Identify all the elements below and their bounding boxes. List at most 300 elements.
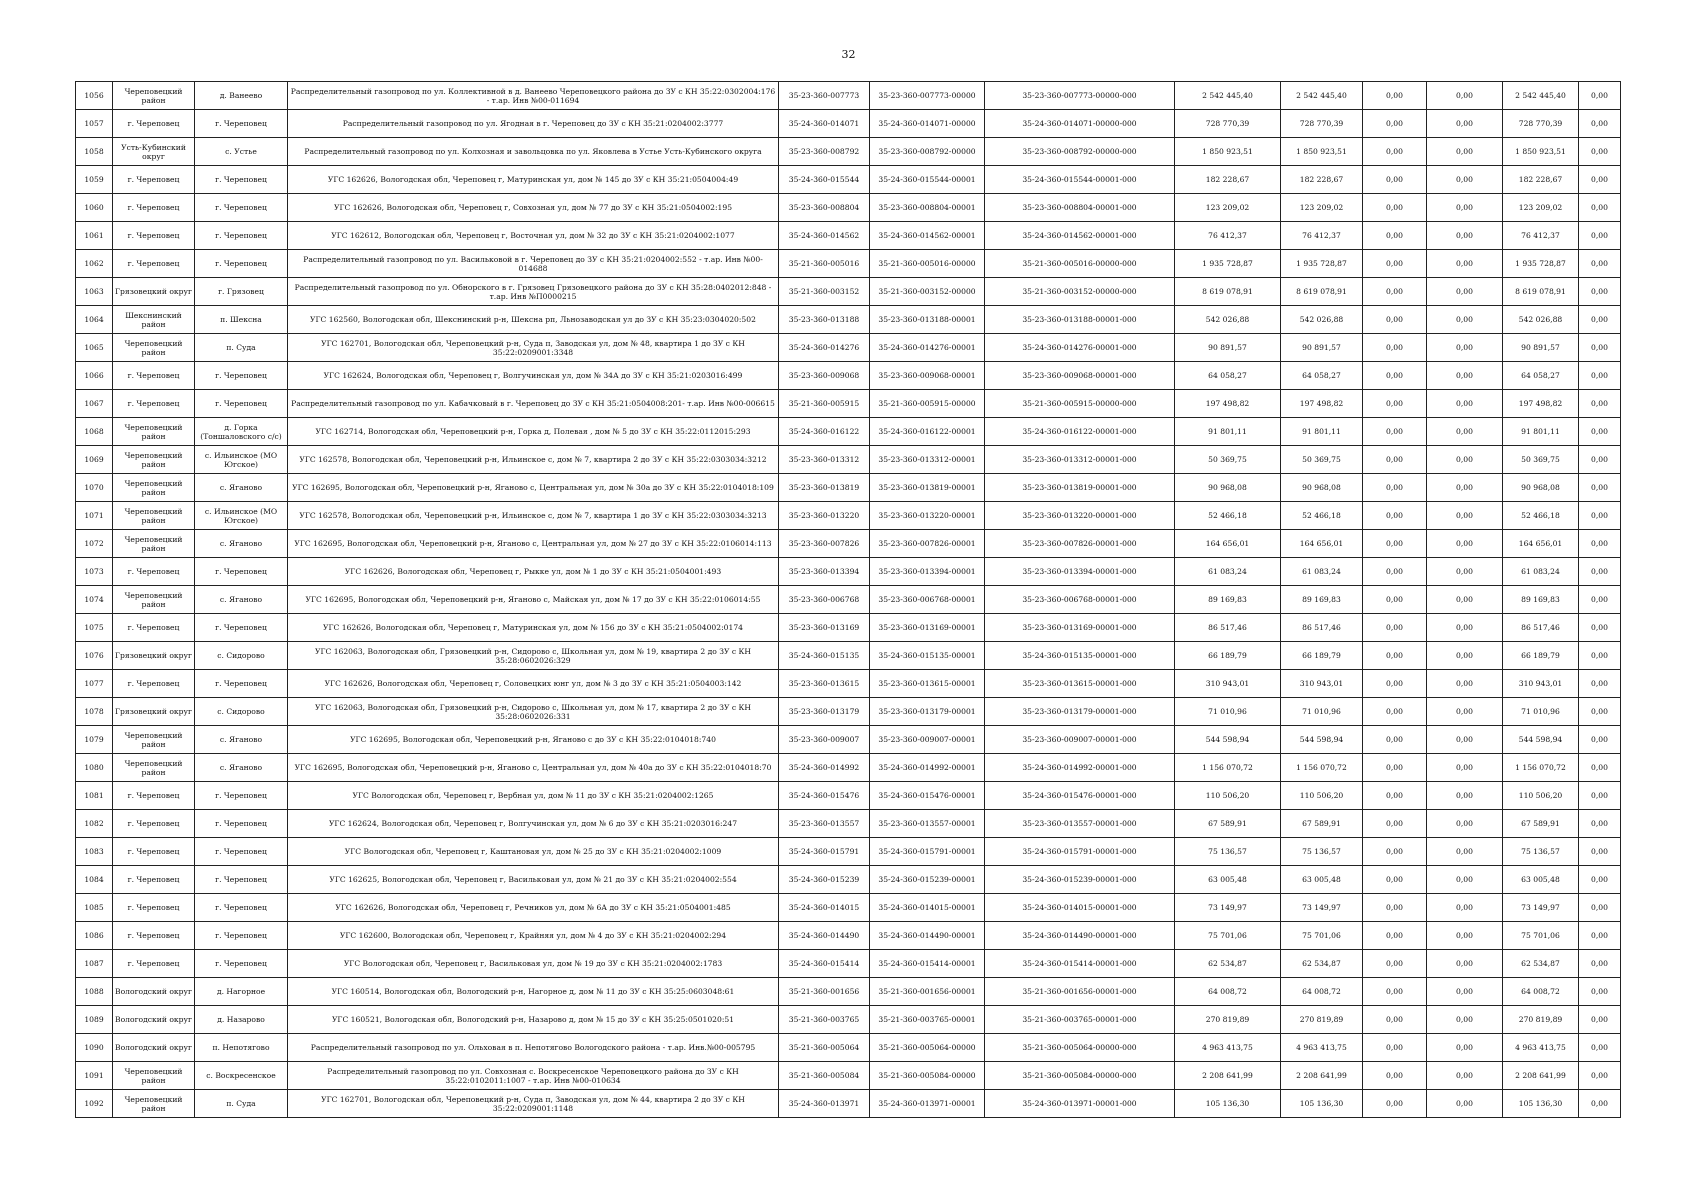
value-cell: 0,00 [1427,530,1503,558]
object-full-code-cell: 35-21-360-003765-00001-000 [985,1006,1175,1034]
value-cell: 86 517,46 [1175,614,1281,642]
value-cell: 64 058,27 [1281,362,1363,390]
table-row [76,222,1621,250]
settlement-cell: г. Череповец [195,782,288,810]
table-row [76,502,1621,530]
object-description-cell: УГС 162626, Вологодская обл, Череповец г, Матуринская ул, дом № 145 до ЗУ с КН 35:21:0504004:49 [288,166,779,194]
object-description-cell: УГС 162600, Вологодская обл, Череповец г, Крайняя ул, дом № 4 до ЗУ с КН 35:21:0204002:294 [288,922,779,950]
value-cell: 0,00 [1579,250,1621,278]
settlement-cell: г. Череповец [195,166,288,194]
object-full-code-cell: 35-23-360-013188-00001-000 [985,306,1175,334]
value-cell: 182 228,67 [1175,166,1281,194]
district-cell: Череповецкий район [113,530,195,558]
row-number: 1080 [76,754,113,782]
value-cell: 52 466,18 [1503,502,1579,530]
value-cell: 182 228,67 [1281,166,1363,194]
value-cell: 1 850 923,51 [1175,138,1281,166]
value-cell: 542 026,88 [1503,306,1579,334]
district-cell: Вологодский округ [113,1034,195,1062]
value-cell: 2 208 641,99 [1175,1062,1281,1090]
value-cell: 544 598,94 [1281,726,1363,754]
settlement-cell: п. Непотягово [195,1034,288,1062]
object-description-cell: УГС 162578, Вологодская обл, Череповецкий р-н, Ильинское с, дом № 7, квартира 2 до ЗУ с КН 35:22:0303034:3212 [288,446,779,474]
value-cell: 0,00 [1363,530,1427,558]
value-cell: 0,00 [1363,670,1427,698]
registry-table [75,81,1621,1118]
value-cell: 0,00 [1427,614,1503,642]
value-cell: 0,00 [1579,950,1621,978]
value-cell: 0,00 [1579,1062,1621,1090]
value-cell: 63 005,48 [1281,866,1363,894]
value-cell: 110 506,20 [1503,782,1579,810]
table-row [76,1062,1621,1090]
value-cell: 61 083,24 [1503,558,1579,586]
value-cell: 270 819,89 [1503,1006,1579,1034]
row-number: 1070 [76,474,113,502]
value-cell: 0,00 [1363,390,1427,418]
object-code-cell: 35-21-360-005915 [779,390,870,418]
table-row [76,558,1621,586]
value-cell: 0,00 [1363,194,1427,222]
value-cell: 1 935 728,87 [1175,250,1281,278]
table-row [76,530,1621,558]
object-subcode-cell: 35-23-360-013819-00001 [870,474,985,502]
value-cell: 0,00 [1579,110,1621,138]
value-cell: 0,00 [1363,838,1427,866]
value-cell: 0,00 [1427,726,1503,754]
district-cell: г. Череповец [113,922,195,950]
row-number: 1087 [76,950,113,978]
row-number: 1062 [76,250,113,278]
value-cell: 310 943,01 [1503,670,1579,698]
district-cell: г. Череповец [113,810,195,838]
value-cell: 0,00 [1579,278,1621,306]
object-full-code-cell: 35-24-360-014276-00001-000 [985,334,1175,362]
table-row [76,810,1621,838]
value-cell: 4 963 413,75 [1175,1034,1281,1062]
value-cell: 105 136,30 [1503,1090,1579,1118]
object-description-cell: УГС Вологодская обл, Череповец г, Вербная ул, дом № 11 до ЗУ с КН 35:21:0204002:1265 [288,782,779,810]
object-full-code-cell: 35-24-360-015544-00001-000 [985,166,1175,194]
settlement-cell: с. Сидорово [195,642,288,670]
settlement-cell: г. Череповец [195,222,288,250]
object-full-code-cell: 35-21-360-001656-00001-000 [985,978,1175,1006]
district-cell: г. Череповец [113,614,195,642]
object-subcode-cell: 35-24-360-015135-00001 [870,642,985,670]
object-subcode-cell: 35-23-360-007773-00000 [870,82,985,110]
value-cell: 0,00 [1579,418,1621,446]
row-number: 1081 [76,782,113,810]
district-cell: г. Череповец [113,222,195,250]
object-full-code-cell: 35-24-360-014992-00001-000 [985,754,1175,782]
value-cell: 164 656,01 [1503,530,1579,558]
object-code-cell: 35-23-360-006768 [779,586,870,614]
object-full-code-cell: 35-24-360-016122-00001-000 [985,418,1175,446]
object-subcode-cell: 35-24-360-015791-00001 [870,838,985,866]
object-full-code-cell: 35-24-360-014071-00000-000 [985,110,1175,138]
object-description-cell: УГС Вологодская обл, Череповец г, Васильковая ул, дом № 19 до ЗУ с КН 35:21:0204002:1783 [288,950,779,978]
object-description-cell: УГС 162701, Вологодская обл, Череповецкий р-н, Суда п, Заводская ул, дом № 44, квартира 2 до ЗУ с КН 35:22:0209001:1148 [288,1090,779,1118]
value-cell: 110 506,20 [1175,782,1281,810]
object-full-code-cell: 35-21-360-005915-00000-000 [985,390,1175,418]
district-cell: г. Череповец [113,950,195,978]
value-cell: 0,00 [1427,194,1503,222]
object-code-cell: 35-21-360-005016 [779,250,870,278]
object-subcode-cell: 35-21-360-005084-00000 [870,1062,985,1090]
value-cell: 0,00 [1427,334,1503,362]
object-description-cell: УГС 162695, Вологодская обл, Череповецкий р-н, Яганово с, Центральная ул, дом № 30а до ЗУ с КН 35:22:0104018:109 [288,474,779,502]
district-cell: Грязовецкий округ [113,278,195,306]
value-cell: 0,00 [1363,334,1427,362]
district-cell: Череповецкий район [113,586,195,614]
value-cell: 0,00 [1427,278,1503,306]
row-number: 1076 [76,642,113,670]
object-subcode-cell: 35-21-360-005016-00000 [870,250,985,278]
object-description-cell: УГС 162701, Вологодская обл, Череповецкий р-н, Суда п, Заводская ул, дом № 48, квартира 1 до ЗУ с КН 35:22:0209001:3348 [288,334,779,362]
value-cell: 0,00 [1427,138,1503,166]
value-cell: 0,00 [1579,82,1621,110]
object-description-cell: УГС 162612, Вологодская обл, Череповец г, Восточная ул, дом № 32 до ЗУ с КН 35:21:0204002:1077 [288,222,779,250]
value-cell: 0,00 [1427,390,1503,418]
row-number: 1072 [76,530,113,558]
object-full-code-cell: 35-24-360-015414-00001-000 [985,950,1175,978]
value-cell: 197 498,82 [1175,390,1281,418]
object-subcode-cell: 35-21-360-003765-00001 [870,1006,985,1034]
settlement-cell: д. Нагорное [195,978,288,1006]
object-full-code-cell: 35-23-360-013179-00001-000 [985,698,1175,726]
object-code-cell: 35-23-360-013179 [779,698,870,726]
settlement-cell: д. Ванеево [195,82,288,110]
table-row [76,866,1621,894]
value-cell: 0,00 [1427,1034,1503,1062]
value-cell: 1 935 728,87 [1281,250,1363,278]
value-cell: 0,00 [1427,446,1503,474]
value-cell: 1 935 728,87 [1503,250,1579,278]
row-number: 1079 [76,726,113,754]
value-cell: 542 026,88 [1281,306,1363,334]
object-description-cell: УГС 162626, Вологодская обл, Череповец г, Матуринская ул, дом № 156 до ЗУ с КН 35:21:0504002:0174 [288,614,779,642]
table-row [76,838,1621,866]
table-row [76,1006,1621,1034]
settlement-cell: п. Шексна [195,306,288,334]
settlement-cell: г. Череповец [195,390,288,418]
settlement-cell: д. Назарово [195,1006,288,1034]
value-cell: 0,00 [1363,418,1427,446]
object-code-cell: 35-23-360-013312 [779,446,870,474]
value-cell: 0,00 [1427,586,1503,614]
value-cell: 66 189,79 [1503,642,1579,670]
settlement-cell: п. Суда [195,334,288,362]
row-number: 1058 [76,138,113,166]
object-full-code-cell: 35-24-360-015476-00001-000 [985,782,1175,810]
object-full-code-cell: 35-23-360-013557-00001-000 [985,810,1175,838]
object-full-code-cell: 35-23-360-013220-00001-000 [985,502,1175,530]
table-row [76,586,1621,614]
value-cell: 4 963 413,75 [1503,1034,1579,1062]
object-description-cell: Распределительный газопровод по ул. Колхозная и завольцовка по ул. Яковлева в Устье Усть-Кубинского округа [288,138,779,166]
district-cell: Грязовецкий округ [113,642,195,670]
value-cell: 0,00 [1579,362,1621,390]
value-cell: 71 010,96 [1281,698,1363,726]
object-full-code-cell: 35-21-360-005016-00000-000 [985,250,1175,278]
value-cell: 0,00 [1363,726,1427,754]
object-subcode-cell: 35-23-360-013188-00001 [870,306,985,334]
object-code-cell: 35-21-360-005084 [779,1062,870,1090]
object-code-cell: 35-23-360-013615 [779,670,870,698]
district-cell: Череповецкий район [113,474,195,502]
object-full-code-cell: 35-21-360-005084-00000-000 [985,1062,1175,1090]
object-subcode-cell: 35-21-360-005064-00000 [870,1034,985,1062]
row-number: 1069 [76,446,113,474]
object-full-code-cell: 35-24-360-014015-00001-000 [985,894,1175,922]
value-cell: 76 412,37 [1503,222,1579,250]
value-cell: 0,00 [1427,894,1503,922]
object-full-code-cell: 35-23-360-009007-00001-000 [985,726,1175,754]
value-cell: 0,00 [1579,586,1621,614]
object-code-cell: 35-24-360-014015 [779,894,870,922]
row-number: 1091 [76,1062,113,1090]
table-row [76,446,1621,474]
object-subcode-cell: 35-21-360-005915-00000 [870,390,985,418]
object-full-code-cell: 35-21-360-003152-00000-000 [985,278,1175,306]
value-cell: 0,00 [1579,642,1621,670]
object-code-cell: 35-23-360-007826 [779,530,870,558]
value-cell: 0,00 [1579,670,1621,698]
value-cell: 123 209,02 [1175,194,1281,222]
table-row [76,166,1621,194]
value-cell: 67 589,91 [1175,810,1281,838]
object-code-cell: 35-24-360-015476 [779,782,870,810]
object-code-cell: 35-23-360-009068 [779,362,870,390]
value-cell: 0,00 [1363,474,1427,502]
row-number: 1084 [76,866,113,894]
object-description-cell: УГС 162578, Вологодская обл, Череповецкий р-н, Ильинское с, дом № 7, квартира 1 до ЗУ с КН 35:22:0303034:3213 [288,502,779,530]
value-cell: 0,00 [1427,306,1503,334]
row-number: 1059 [76,166,113,194]
object-code-cell: 35-23-360-013220 [779,502,870,530]
value-cell: 0,00 [1363,782,1427,810]
settlement-cell: г. Грязовец [195,278,288,306]
value-cell: 182 228,67 [1503,166,1579,194]
value-cell: 0,00 [1427,922,1503,950]
table-row [76,642,1621,670]
row-number: 1067 [76,390,113,418]
value-cell: 1 850 923,51 [1281,138,1363,166]
district-cell: Вологодский округ [113,978,195,1006]
table-row [76,1034,1621,1062]
value-cell: 0,00 [1363,306,1427,334]
value-cell: 0,00 [1363,1034,1427,1062]
value-cell: 0,00 [1579,334,1621,362]
row-number: 1083 [76,838,113,866]
table-row [76,922,1621,950]
table-row [76,894,1621,922]
object-code-cell: 35-21-360-003765 [779,1006,870,1034]
table-row [76,670,1621,698]
object-description-cell: УГС 162695, Вологодская обл, Череповецкий р-н, Яганово с до ЗУ с КН 35:22:0104018:740 [288,726,779,754]
value-cell: 90 891,57 [1503,334,1579,362]
row-number: 1061 [76,222,113,250]
value-cell: 73 149,97 [1503,894,1579,922]
value-cell: 75 136,57 [1503,838,1579,866]
district-cell: Грязовецкий округ [113,698,195,726]
value-cell: 105 136,30 [1175,1090,1281,1118]
object-subcode-cell: 35-24-360-015544-00001 [870,166,985,194]
object-description-cell: УГС 162560, Вологодская обл, Шекснинский р-н, Шексна рп, Льнозаводская ул до ЗУ с КН 35:23:0304020:502 [288,306,779,334]
object-description-cell: УГС Вологодская обл, Череповец г, Каштановая ул, дом № 25 до ЗУ с КН 35:21:0204002:1009 [288,838,779,866]
value-cell: 0,00 [1363,894,1427,922]
table-row [76,334,1621,362]
object-code-cell: 35-21-360-003152 [779,278,870,306]
value-cell: 90 968,08 [1281,474,1363,502]
value-cell: 0,00 [1363,1062,1427,1090]
value-cell: 0,00 [1427,110,1503,138]
value-cell: 0,00 [1579,894,1621,922]
value-cell: 0,00 [1363,1090,1427,1118]
value-cell: 110 506,20 [1281,782,1363,810]
value-cell: 61 083,24 [1175,558,1281,586]
value-cell: 0,00 [1427,362,1503,390]
value-cell: 75 701,06 [1175,922,1281,950]
value-cell: 728 770,39 [1281,110,1363,138]
object-full-code-cell: 35-23-360-013615-00001-000 [985,670,1175,698]
value-cell: 0,00 [1427,642,1503,670]
value-cell: 0,00 [1579,222,1621,250]
value-cell: 0,00 [1579,922,1621,950]
value-cell: 52 466,18 [1281,502,1363,530]
object-description-cell: УГС 162695, Вологодская обл, Череповецкий р-н, Яганово с, Центральная ул, дом № 27 до ЗУ с КН 35:22:0106014:113 [288,530,779,558]
object-code-cell: 35-23-360-008792 [779,138,870,166]
value-cell: 61 083,24 [1281,558,1363,586]
settlement-cell: г. Череповец [195,558,288,586]
table-row [76,306,1621,334]
district-cell: г. Череповец [113,250,195,278]
value-cell: 270 819,89 [1281,1006,1363,1034]
value-cell: 0,00 [1579,530,1621,558]
value-cell: 0,00 [1363,698,1427,726]
district-cell: Череповецкий район [113,726,195,754]
value-cell: 0,00 [1363,978,1427,1006]
value-cell: 90 968,08 [1503,474,1579,502]
value-cell: 0,00 [1363,586,1427,614]
value-cell: 0,00 [1579,1034,1621,1062]
settlement-cell: с. Устье [195,138,288,166]
district-cell: Череповецкий район [113,418,195,446]
value-cell: 71 010,96 [1503,698,1579,726]
value-cell: 0,00 [1579,194,1621,222]
value-cell: 76 412,37 [1281,222,1363,250]
settlement-cell: с. Яганово [195,474,288,502]
value-cell: 75 701,06 [1503,922,1579,950]
object-code-cell: 35-24-360-016122 [779,418,870,446]
value-cell: 75 136,57 [1281,838,1363,866]
object-subcode-cell: 35-24-360-014992-00001 [870,754,985,782]
district-cell: Череповецкий район [113,334,195,362]
value-cell: 1 850 923,51 [1503,138,1579,166]
value-cell: 0,00 [1579,1006,1621,1034]
object-description-cell: УГС 162624, Вологодская обл, Череповец г, Волгучинская ул, дом № 6 до ЗУ с КН 35:21:0203016:247 [288,810,779,838]
value-cell: 8 619 078,91 [1503,278,1579,306]
table-row [76,698,1621,726]
object-code-cell: 35-21-360-005064 [779,1034,870,1062]
row-number: 1075 [76,614,113,642]
row-number: 1066 [76,362,113,390]
row-number: 1085 [76,894,113,922]
object-full-code-cell: 35-23-360-009068-00001-000 [985,362,1175,390]
object-description-cell: УГС 162063, Вологодская обл, Грязовецкий р-н, Сидорово с, Школьная ул, дом № 17, квартира 2 до ЗУ с КН 35:28:0602026:331 [288,698,779,726]
value-cell: 66 189,79 [1281,642,1363,670]
value-cell: 64 058,27 [1503,362,1579,390]
object-subcode-cell: 35-24-360-014562-00001 [870,222,985,250]
settlement-cell: г. Череповец [195,110,288,138]
object-subcode-cell: 35-23-360-013169-00001 [870,614,985,642]
object-subcode-cell: 35-23-360-009068-00001 [870,362,985,390]
settlement-cell: с. Яганово [195,754,288,782]
object-code-cell: 35-24-360-014071 [779,110,870,138]
object-code-cell: 35-24-360-014276 [779,334,870,362]
table-row [76,362,1621,390]
value-cell: 0,00 [1427,670,1503,698]
object-code-cell: 35-24-360-014562 [779,222,870,250]
row-number: 1073 [76,558,113,586]
row-number: 1089 [76,1006,113,1034]
value-cell: 544 598,94 [1503,726,1579,754]
value-cell: 0,00 [1363,502,1427,530]
district-cell: Череповецкий район [113,502,195,530]
district-cell: г. Череповец [113,390,195,418]
object-description-cell: Распределительный газопровод по ул. Ольховая в п. Непотягово Вологодского района - т.ар. Инв.№00-005795 [288,1034,779,1062]
value-cell: 0,00 [1579,446,1621,474]
settlement-cell: г. Череповец [195,250,288,278]
value-cell: 2 542 445,40 [1281,82,1363,110]
page-number: 32 [841,48,856,61]
object-subcode-cell: 35-23-360-013615-00001 [870,670,985,698]
value-cell: 8 619 078,91 [1175,278,1281,306]
object-subcode-cell: 35-21-360-001656-00001 [870,978,985,1006]
object-description-cell: УГС 162626, Вологодская обл, Череповец г, Совхозная ул, дом № 77 до ЗУ с КН 35:21:0504002:195 [288,194,779,222]
value-cell: 64 008,72 [1503,978,1579,1006]
value-cell: 67 589,91 [1281,810,1363,838]
object-code-cell: 35-23-360-007773 [779,82,870,110]
settlement-cell: с. Ильинское (МО Югское) [195,446,288,474]
value-cell: 0,00 [1427,1062,1503,1090]
district-cell: г. Череповец [113,362,195,390]
district-cell: г. Череповец [113,194,195,222]
object-full-code-cell: 35-24-360-015135-00001-000 [985,642,1175,670]
value-cell: 0,00 [1363,754,1427,782]
object-full-code-cell: 35-24-360-015239-00001-000 [985,866,1175,894]
value-cell: 0,00 [1579,1090,1621,1118]
object-subcode-cell: 35-23-360-009007-00001 [870,726,985,754]
settlement-cell: г. Череповец [195,894,288,922]
value-cell: 0,00 [1363,866,1427,894]
value-cell: 91 801,11 [1503,418,1579,446]
value-cell: 2 542 445,40 [1503,82,1579,110]
object-description-cell: УГС 162626, Вологодская обл, Череповец г, Соловецких юнг ул, дом № 3 до ЗУ с КН 35:21:0504003:142 [288,670,779,698]
value-cell: 0,00 [1363,82,1427,110]
district-cell: Череповецкий район [113,82,195,110]
table-row [76,782,1621,810]
value-cell: 0,00 [1427,250,1503,278]
settlement-cell: д. Горка (Тоншаловского с/с) [195,418,288,446]
object-code-cell: 35-23-360-009007 [779,726,870,754]
district-cell: Череповецкий район [113,754,195,782]
row-number: 1092 [76,1090,113,1118]
value-cell: 50 369,75 [1503,446,1579,474]
object-description-cell: УГС 162626, Вологодская обл, Череповец г, Рыкке ул, дом № 1 до ЗУ с КН 35:21:0504001:493 [288,558,779,586]
value-cell: 197 498,82 [1503,390,1579,418]
value-cell: 0,00 [1427,82,1503,110]
